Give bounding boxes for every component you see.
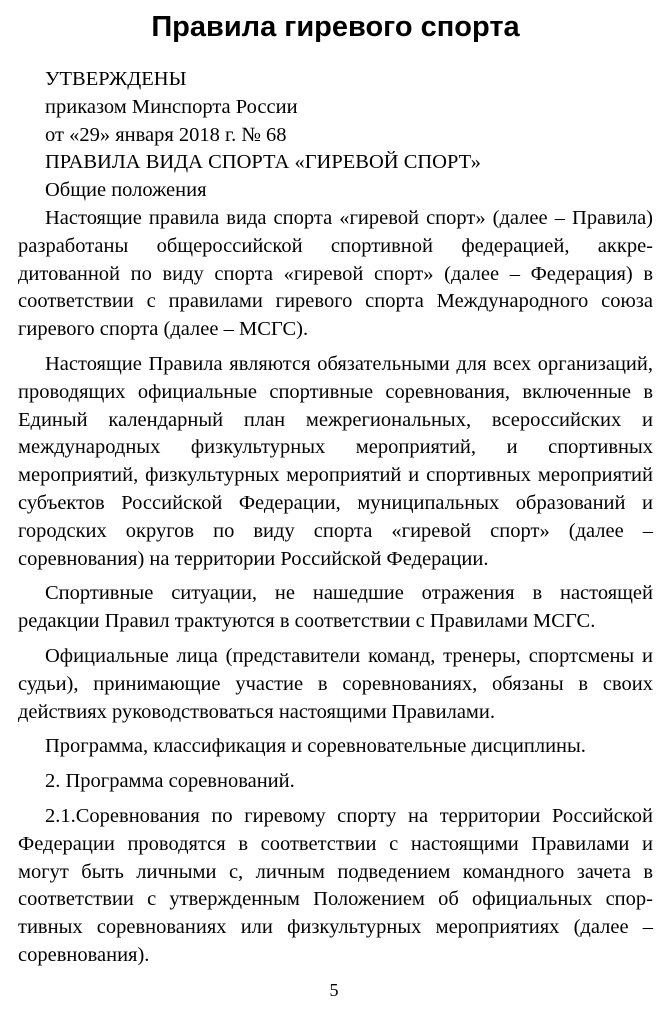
paragraph: Настоящие Правила являются обязательными для всех организаций, проводящих официальные спортивные соревнования, включенные в Единый календарный план межрегиональных, всероссийских и международных физкультурных мероприятий, и спортивных мероприятий, физкультурных мероприятий и спортивных мероприятий субъектов Российской Федерации, муниципальных образований и городских округов по виду спорта «гиревой спорт» (далее – соревнования) на территории Российской Федерации.	[18, 352, 653, 570]
page-number: 5	[329, 980, 339, 1000]
section-heading-program: Программа, классификация и соревновательные дисциплины.	[45, 735, 586, 758]
subsection-heading: 2. Программа соревнований.	[45, 770, 295, 793]
paragraph: Официальные лица (представители команд, тренеры, спортсмены и судьи), принимающие участие в соревнованиях, обязаны в своих действиях руководствоваться настоящими Правилами.	[18, 644, 653, 723]
rules-heading: ПРАВИЛА ВИДА СПОРТА «ГИРЕВОЙ СПОРТ»	[45, 151, 481, 174]
document-body	[18, 66, 653, 970]
page-title: Правила гиревого спорта	[151, 11, 520, 43]
paragraph: Спортивные ситуации, не нашедшие отражения в настоящей редакции Правил трактуются в соответствии с Правилами МСГС.	[18, 582, 653, 633]
paragraph: 2.1.Соревнования по гиревому спорту на территории Российской Федерации проводятся в соответствии с настоящими Правилами и могут быть личными с, личным подведением командного зачета в соответствии с утвержденным Положением об официальных спортивных соревнованиях или физкультурных мероприятиях (далее – соревнования).	[18, 804, 653, 966]
approval-heading: УТВЕРЖДЕНЫ	[45, 68, 187, 90]
paragraph: Настоящие правила вида спорта «гиревой спорт» (далее – Правила) разработаны общероссийской спортивной федерацией, аккредитованной по виду спорта «гиревой спорт» (далее – Федерация) в соответствии с правилами гиревого спорта Международного союза гиревого спорта (далее – МСГС).	[18, 206, 653, 341]
approval-date: от «29» января 2018 г. № 68	[45, 123, 287, 146]
approval-order: приказом Минспорта России	[45, 95, 298, 118]
section-heading-general: Общие положения	[45, 179, 207, 202]
